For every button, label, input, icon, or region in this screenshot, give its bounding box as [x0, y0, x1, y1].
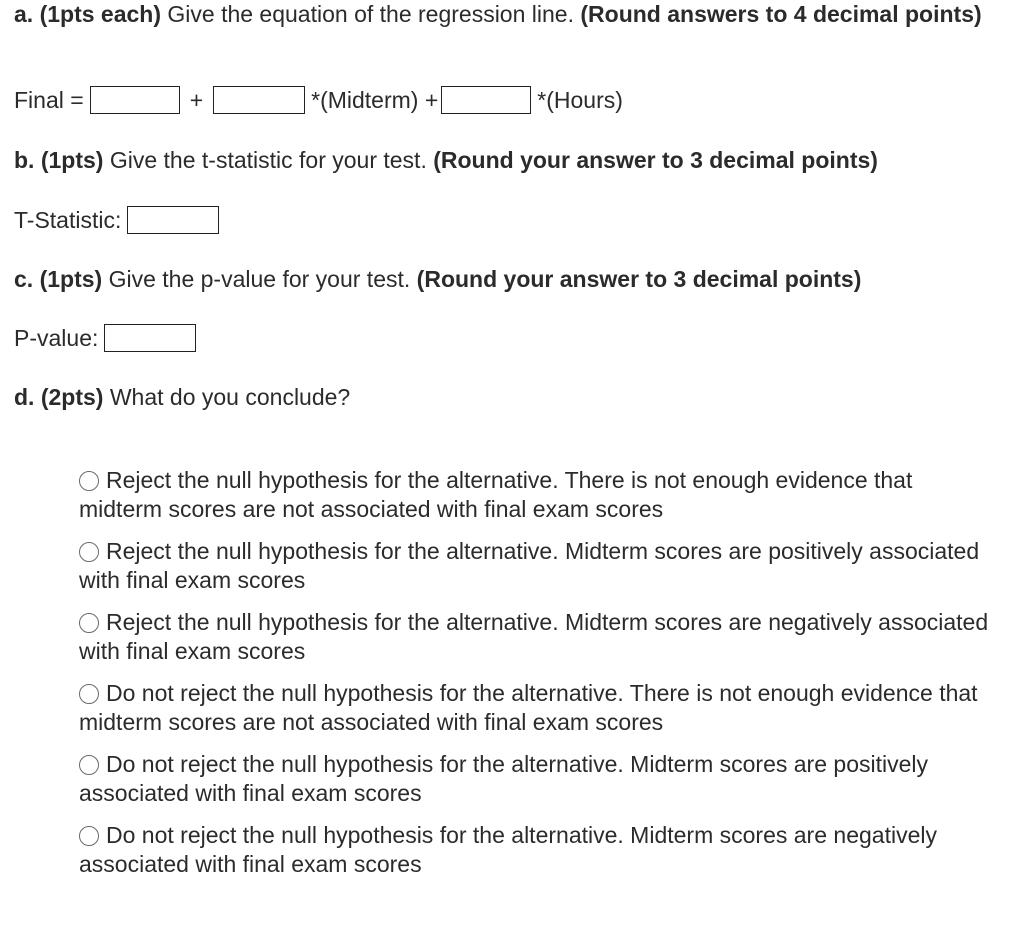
conclusion-options [79, 466, 989, 892]
t-statistic-row [14, 205, 219, 235]
radio-button-icon[interactable] [79, 755, 99, 775]
intercept-input[interactable] [90, 86, 180, 114]
conclusion-option-label: Reject the null hypothesis for the alternative. There is not enough evidence that midterm scores are not associated with final exam scores [79, 467, 913, 522]
conclusion-option-label: Do not reject the null hypothesis for the alternative. There is not enough evidence that midterm scores are not associated with final exam scores [79, 680, 978, 735]
question-a-text: Give the equation of the regression line. [161, 1, 581, 27]
question-a-prefix: a. (1pts each) [14, 1, 161, 27]
midterm-coefficient-input[interactable] [213, 86, 305, 114]
conclusion-option-label: Reject the null hypothesis for the alternative. Midterm scores are negatively associated with final exam scores [79, 609, 989, 664]
plus-label: + [189, 87, 204, 113]
question-c-instruction: (Round your answer to 3 decimal points) [416, 266, 862, 292]
radio-button-icon[interactable] [79, 471, 99, 491]
conclusion-option-label: Do not reject the null hypothesis for the alternative. Midterm scores are positively associated with final exam scores [79, 751, 928, 806]
conclusion-option-2[interactable] [79, 537, 989, 595]
midterm-label: *(Midterm) + [311, 87, 439, 113]
question-b-instruction: (Round your answer to 3 decimal points) [433, 147, 878, 173]
conclusion-option-label: Reject the null hypothesis for the alternative. Midterm scores are positively associated with final exam scores [79, 538, 980, 593]
radio-button-icon[interactable] [79, 542, 99, 562]
radio-button-icon[interactable] [79, 684, 99, 704]
question-c-text: Give the p-value for your test. [102, 266, 417, 292]
p-value-input[interactable] [104, 324, 196, 352]
question-c-heading [14, 265, 861, 294]
question-d-heading [14, 383, 350, 412]
conclusion-option-5[interactable] [79, 750, 989, 808]
question-b-heading [14, 146, 878, 175]
t-statistic-input[interactable] [127, 206, 219, 234]
hours-label: *(Hours) [537, 87, 623, 113]
question-d-prefix: d. (2pts) [14, 384, 104, 410]
question-c-prefix: c. (1pts) [14, 266, 103, 292]
conclusion-option-6[interactable] [79, 821, 989, 879]
p-value-label: P-value: [14, 325, 99, 351]
radio-button-icon[interactable] [79, 826, 99, 846]
p-value-row [14, 323, 196, 353]
final-label: Final = [14, 87, 84, 113]
conclusion-option-1[interactable] [79, 466, 989, 524]
regression-equation-row [14, 85, 623, 115]
hours-coefficient-input[interactable] [441, 86, 531, 114]
question-a-heading [14, 0, 1004, 29]
question-b-prefix: b. (1pts) [14, 147, 104, 173]
conclusion-option-label: Do not reject the null hypothesis for the alternative. Midterm scores are negatively associated with final exam scores [79, 822, 937, 877]
t-statistic-label: T-Statistic: [14, 207, 122, 233]
question-b-text: Give the t-statistic for your test. [103, 147, 434, 173]
question-d-text: What do you conclude? [103, 384, 351, 410]
question-a-instruction: (Round answers to 4 decimal points) [580, 1, 982, 27]
conclusion-option-3[interactable] [79, 608, 989, 666]
radio-button-icon[interactable] [79, 613, 99, 633]
conclusion-option-4[interactable] [79, 679, 989, 737]
